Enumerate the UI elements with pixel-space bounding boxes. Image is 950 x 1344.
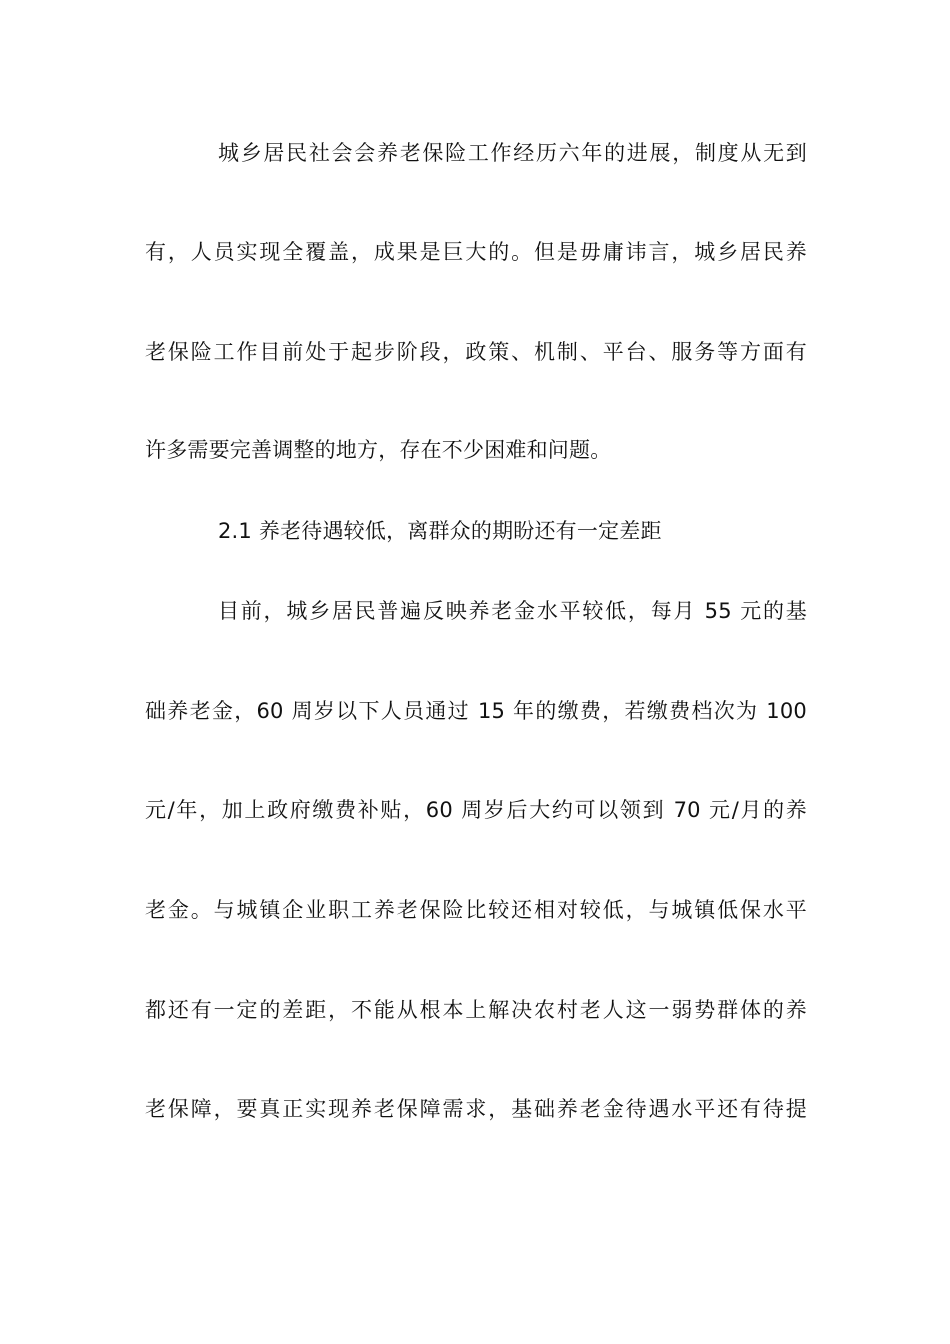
paragraph-2-line-5: 都还有一定的差距，不能从根本上解决农村老人这一弱势群体的养 xyxy=(145,998,807,1022)
paragraph-1-line-1: 城乡居民社会会养老保险工作经历六年的进展，制度从无到 xyxy=(218,141,807,165)
paragraph-1-line-3: 老保险工作目前处于起步阶段，政策、机制、平台、服务等方面有 xyxy=(145,340,807,364)
section-heading: 2.1 养老待遇较低，离群众的期盼还有一定差距 xyxy=(218,519,662,543)
paragraph-1-line-4: 许多需要完善调整的地方，存在不少困难和问题。 xyxy=(145,438,612,462)
paragraph-2-line-4: 老金。与城镇企业职工养老保险比较还相对较低，与城镇低保水平 xyxy=(145,898,807,922)
paragraph-1-line-2: 有，人员实现全覆盖，成果是巨大的。但是毋庸讳言，城乡居民养 xyxy=(145,240,807,264)
paragraph-2-line-3: 元/年，加上政府缴费补贴，60 周岁后大约可以领到 70 元/月的养 xyxy=(145,798,807,822)
paragraph-2-line-1: 目前，城乡居民普遍反映养老金水平较低，每月 55 元的基 xyxy=(218,599,807,623)
paragraph-2-line-2: 础养老金，60 周岁以下人员通过 15 年的缴费，若缴费档次为 100 xyxy=(145,699,807,723)
paragraph-2-line-6: 老保障，要真正实现养老保障需求，基础养老金待遇水平还有待提 xyxy=(145,1097,807,1121)
